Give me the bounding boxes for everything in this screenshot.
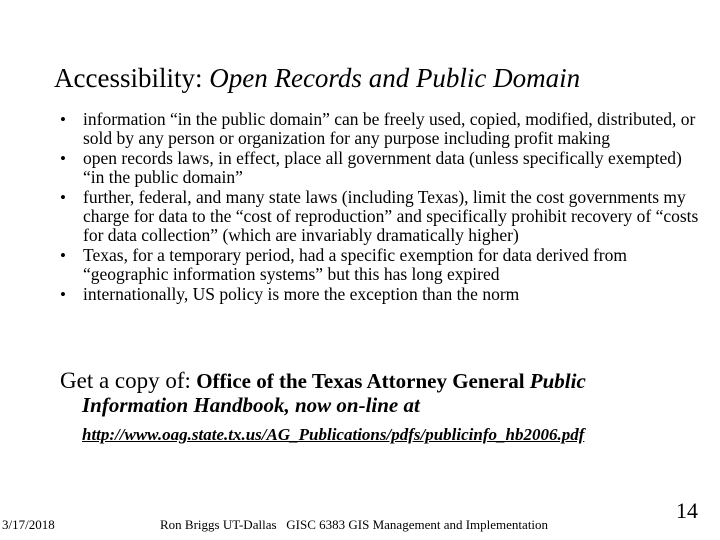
slide-title-italic: Open Records and Public Domain [209,63,581,93]
slide-title-prefix: Accessibility: [54,63,203,93]
bullet-marker: • [60,245,66,265]
bullet-text: information “in the public domain” can be freely used, copied, modified, distributed, or sold by any person or organization for any purpose including profit making [83,109,696,149]
footer-center [160,517,548,533]
footer-date: 3/17/2018 [2,517,55,532]
bullet-marker: • [60,148,66,168]
bullet-text: open records laws, in effect, place all government data (unless specifically exempted) “in the public domain” [83,147,682,188]
handbook-link[interactable]: http://www.oag.state.tx.us/AG_Publications/pdfs/publicinfo_hb2006.pdf [82,425,585,444]
get-copy-public: Public [529,369,586,393]
bullet-text: Texas, for a temporary period, had a specific exemption for data derived from “geographic information systems” but this has long expired [83,244,627,285]
bullet-item [60,188,700,246]
bullet-text: internationally, US policy is more the exception than the norm [83,283,520,304]
footer-author: Ron Briggs UT-Dallas [160,517,277,532]
get-copy-handbook: Information Handbook, now on-line at [82,393,420,417]
get-copy-lead: Get a copy of: [60,368,191,393]
footer-course: GISC 6383 GIS Management and Implementation [286,517,549,532]
bullet-item [60,149,700,188]
bullet-marker: • [60,284,66,304]
slide-number: 14 [676,498,698,523]
bullet-marker: • [60,187,66,207]
bullet-item [60,285,700,304]
bullet-item [60,246,700,285]
bullet-text: further, federal, and many state laws (including Texas), limit the cost governments my charge for data to the “cost of reproduction” and specifically prohibit recovery of “costs for data collection” (which are invariably dramatically higher) [83,186,699,246]
bullet-list [60,110,700,304]
slide-title [54,62,694,94]
get-copy-org: Office of the Texas Attorney General [196,369,525,393]
get-copy-note [60,369,700,417]
bullet-marker: • [60,110,66,129]
bullet-item [60,110,700,149]
